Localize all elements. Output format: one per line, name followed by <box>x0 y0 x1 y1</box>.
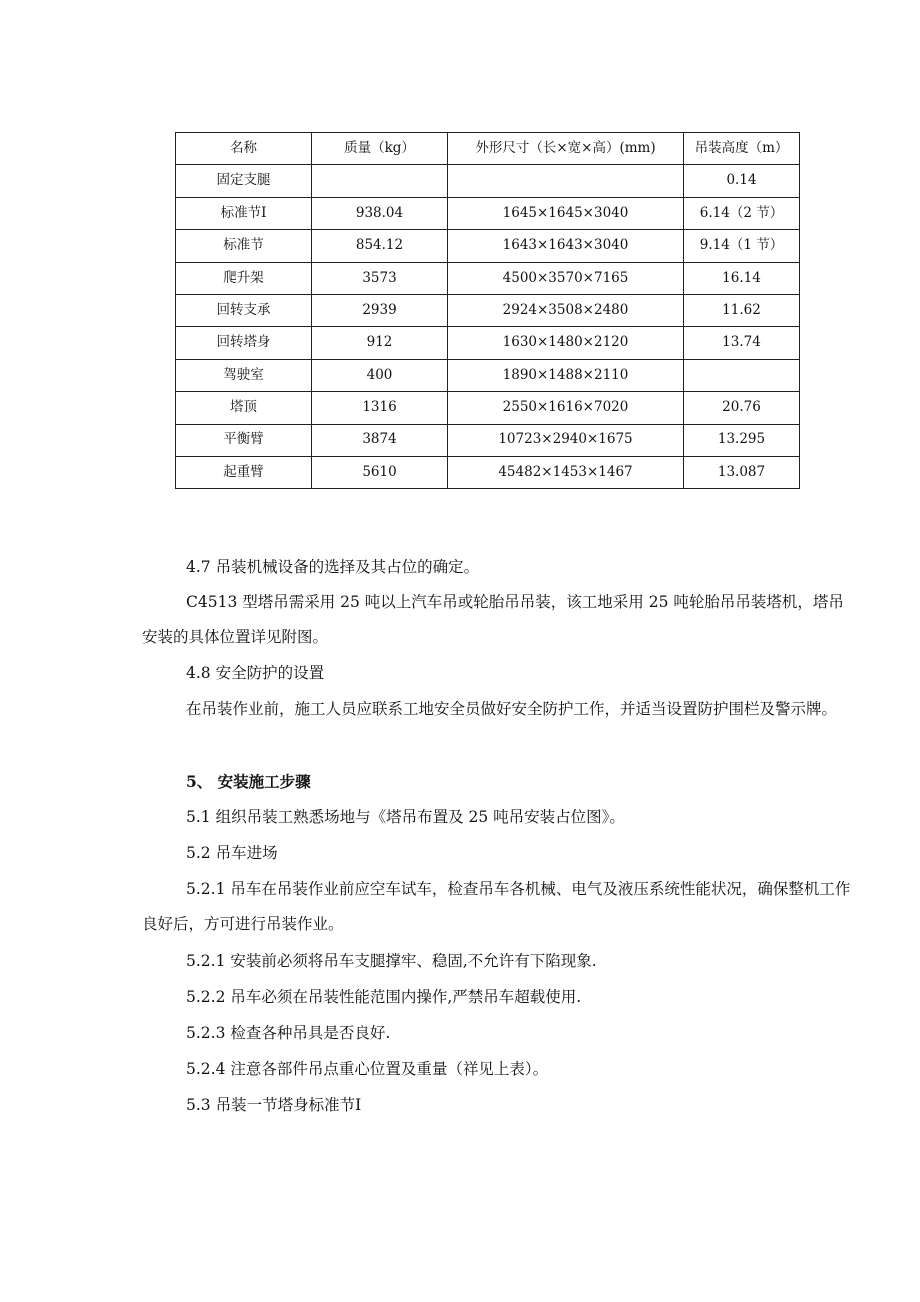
cell-lift-height <box>684 359 800 391</box>
cell-mass: 912 <box>312 327 448 359</box>
cell-dimensions: 1890×1488×2110 <box>448 359 684 391</box>
table-row <box>176 262 800 294</box>
cell-mass: 1316 <box>312 392 448 424</box>
cell-dimensions: 1645×1645×3040 <box>448 197 684 229</box>
cell-dimensions: 10723×2940×1675 <box>448 424 684 456</box>
cell-name: 回转支承 <box>176 294 312 326</box>
cell-dimensions: 4500×3570×7165 <box>448 262 684 294</box>
table-row <box>176 294 800 326</box>
cell-name: 爬升架 <box>176 262 312 294</box>
cell-dimensions: 2550×1616×7020 <box>448 392 684 424</box>
paragraph-4-7: C4513 型塔吊需采用 25 吨以上汽车吊或轮胎吊吊装，该工地采用 25 吨轮胎吊吊装塔机，塔吊安装的具体位置详见附图。 <box>142 593 844 646</box>
table-row <box>176 327 800 359</box>
item-5-2-2: 5.2.2 吊车必须在吊装性能范围内操作,严禁吊车超载使用. <box>186 988 582 1006</box>
table-row <box>176 165 800 197</box>
cell-dimensions <box>448 165 684 197</box>
table-row <box>176 424 800 456</box>
cell-dimensions: 45482×1453×1467 <box>448 456 684 488</box>
cell-lift-height: 20.76 <box>684 392 800 424</box>
cell-dimensions: 1643×1643×3040 <box>448 230 684 262</box>
item-5-2: 5.2 吊车进场 <box>186 844 278 862</box>
cell-mass: 5610 <box>312 456 448 488</box>
item-5-2-1-trial: 5.2.1 吊车在吊装作业前应空车试车，检查吊车各机械、电气及液压系统性能状况，确保整机工作良好后，方可进行吊装作业。 <box>142 880 851 933</box>
heading-4-8: 4.8 安全防护的设置 <box>186 664 325 682</box>
header-dimensions: 外形尺寸（长×宽×高）(mm) <box>448 133 684 165</box>
cell-name: 标准节Ⅰ <box>176 197 312 229</box>
table-row <box>176 359 800 391</box>
item-5-1: 5.1 组织吊装工熟悉场地与《塔吊布置及 25 吨吊安装占位图》。 <box>186 808 625 826</box>
cell-lift-height: 9.14（1 节） <box>684 230 800 262</box>
cell-name: 回转塔身 <box>176 327 312 359</box>
heading-5: 5、 安装施工步骤 <box>186 772 311 791</box>
cell-mass: 938.04 <box>312 197 448 229</box>
cell-lift-height: 11.62 <box>684 294 800 326</box>
cell-lift-height: 13.087 <box>684 456 800 488</box>
item-5-2-4: 5.2.4 注意各部件吊点重心位置及重量（祥见上表）。 <box>186 1060 549 1078</box>
cell-name: 驾驶室 <box>176 359 312 391</box>
cell-mass: 2939 <box>312 294 448 326</box>
cell-lift-height: 0.14 <box>684 165 800 197</box>
table-row <box>176 392 800 424</box>
header-name: 名称 <box>176 133 312 165</box>
table-row <box>176 230 800 262</box>
paragraph-4-8: 在吊装作业前，施工人员应联系工地安全员做好安全防护工作，并适当设置防护围栏及警示牌。 <box>186 700 838 718</box>
item-5-3: 5.3 吊装一节塔身标准节Ⅰ <box>186 1096 362 1114</box>
cell-dimensions: 1630×1480×2120 <box>448 327 684 359</box>
cell-mass: 3874 <box>312 424 448 456</box>
cell-name: 起重臂 <box>176 456 312 488</box>
cell-name: 固定支腿 <box>176 165 312 197</box>
cell-mass: 400 <box>312 359 448 391</box>
cell-mass <box>312 165 448 197</box>
cell-lift-height: 13.74 <box>684 327 800 359</box>
component-table <box>175 132 800 489</box>
cell-lift-height: 6.14（2 节） <box>684 197 800 229</box>
table-row <box>176 197 800 229</box>
item-5-2-1-outriggers: 5.2.1 安装前必须将吊车支腿撑牢、稳固,不允许有下陷现象. <box>186 952 597 970</box>
cell-name: 塔顶 <box>176 392 312 424</box>
cell-name: 平衡臂 <box>176 424 312 456</box>
cell-lift-height: 16.14 <box>684 262 800 294</box>
cell-mass: 854.12 <box>312 230 448 262</box>
cell-name: 标准节 <box>176 230 312 262</box>
heading-4-7: 4.7 吊装机械设备的选择及其占位的确定。 <box>186 558 480 576</box>
table-row <box>176 456 800 488</box>
cell-dimensions: 2924×3508×2480 <box>448 294 684 326</box>
table-header-row <box>176 133 800 165</box>
item-5-2-3: 5.2.3 检查各种吊具是否良好. <box>186 1024 391 1042</box>
cell-lift-height: 13.295 <box>684 424 800 456</box>
cell-mass: 3573 <box>312 262 448 294</box>
header-mass: 质量（kg） <box>312 133 448 165</box>
header-lift-height: 吊装高度（m） <box>684 133 800 165</box>
